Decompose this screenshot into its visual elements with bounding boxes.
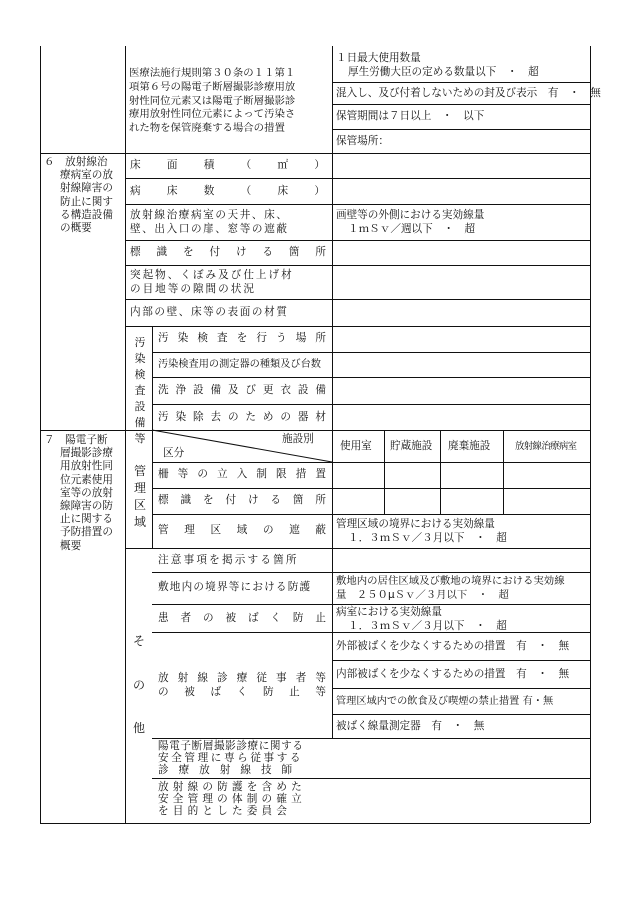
shielding-value: 画壁等の外側における実効線量 １ｍＳｖ／週以下 ・ 超: [336, 209, 485, 235]
contamination-place-label: 汚 染 検 査 を 行 う 場 所: [158, 332, 326, 344]
eating-smoking-ban: 管理区域内での飲食及び喫煙の禁止措置 有・無: [336, 696, 554, 707]
gap-condition-label: 突起物、くぼみ及び仕上げ材 の目地等の隙間の状況: [130, 269, 294, 295]
header-facility: 施設別: [282, 433, 314, 445]
decontamination-tools-label: 汚 染 除 去 の た め の 器 材: [158, 411, 326, 423]
dosimeter: 被ばく線量測定器 有 ・ 無: [336, 720, 485, 732]
column-usage-room: 使用室: [340, 440, 372, 452]
fence-label: 柵 等 の 立 入 制 限 措 置: [158, 468, 326, 480]
section7-heading: ７ 陽電子断 層撮影診療 用放射性同 位元素使用 室等の放射 線障害の防 止に関する 予防措置の 概要: [44, 434, 113, 552]
patient-exposure-label: 患 者 の 被 ば く 防 止: [158, 612, 326, 624]
column-therapy-room: 放射線治療病室: [515, 441, 577, 452]
sign-place-label: 標 識 を 付 け る 箇 所: [130, 246, 326, 258]
notice-place-label: 注意事項を掲示する箇所: [158, 554, 299, 566]
dedicated-radiologist-label: 陽電子断層撮影診療に関する 安全管理に専ら従事する 診療放射線技師: [158, 740, 304, 776]
area-shield-value: 管理区域の境界における実効線量 １．３ｍＳｖ／３月以下 ・ 超: [336, 518, 507, 544]
max-daily-use: １日最大使用数量 厚生労働大臣の定める数量以下 ・ 超: [336, 52, 539, 78]
worker-exposure-label-line2: の 被 ば く 防 止 等: [158, 686, 326, 698]
internal-exposure-measure: 内部被ばくを少なくするための措置 有 ・ 無: [336, 668, 570, 680]
column-disposal-facility: 廃棄施設: [448, 440, 491, 452]
area-sign-place-label: 標 識 を 付 け る 箇 所: [158, 494, 326, 506]
contamination-devices-label: 汚染検査用の測定器の種類及び台数: [158, 359, 321, 370]
contamination-group-label: 汚 染 検 査 設 備 等: [134, 336, 146, 445]
floor-area-label: 床 面 積 （ ㎡ ）: [130, 159, 325, 171]
column-storage-facility: 貯蔵施設: [390, 440, 433, 452]
header-division: 区分: [163, 447, 185, 459]
storage-place: 保管場所：: [336, 135, 389, 147]
area-shield-label: 管 理 区 域 の 遮 蔽: [158, 524, 326, 536]
sealing-label: 混入し、及び付着しないための封及び表示 有 ・ 無: [336, 87, 601, 99]
other-label: そ の 他: [132, 634, 145, 735]
safety-committee-label: 放射線の防護を含めた 安全管理の体制の確立 を目的とした委員会: [158, 781, 306, 817]
patient-exposure-value: 病室における実効線量 １．３ｍＳｖ／３月以下 ・ 超: [336, 606, 507, 632]
wall-surface-label: 内部の壁、床等の表面の材質: [130, 306, 289, 318]
boundary-protection-label: 敷地内の境界等における防護: [158, 581, 312, 593]
bed-count-label: 病 床 数 （ 床 ）: [130, 185, 325, 197]
worker-exposure-label-line1: 放 射 線 診 療 従 事 者 等: [158, 672, 326, 684]
shielding-label: 放射線治療病室の天井、床、 壁、出入口の扉、窓等の遮蔽: [130, 209, 289, 235]
controlled-area-label: 管 理 区 域: [133, 464, 146, 529]
external-exposure-measure: 外部被ばくを少なくするための措置 有 ・ 無: [336, 640, 570, 652]
section6-heading: ６ 放射線治 療病室の放 射線障害の 防止に関す る構造設備 の概要: [44, 156, 113, 235]
boundary-value: 敷地内の居住区域及び敷地の境界における実効線 量 ２５０μＳｖ／３月以下 ・ 超: [336, 575, 565, 601]
storage-period: 保管期間は７日以上 ・ 以下: [336, 110, 485, 122]
storage-method-label: 医療法施行規則第３０条の１１第１ 項第６号の陽電子断層撮影診療用放 射性同位元素又は陽電子断層撮影診 療用放射性同位元素によって汚染さ れた物を保管廃棄する場合の措置: [129, 67, 296, 135]
washing-label: 洗 浄 設 備 及 び 更 衣 設 備: [158, 384, 326, 396]
